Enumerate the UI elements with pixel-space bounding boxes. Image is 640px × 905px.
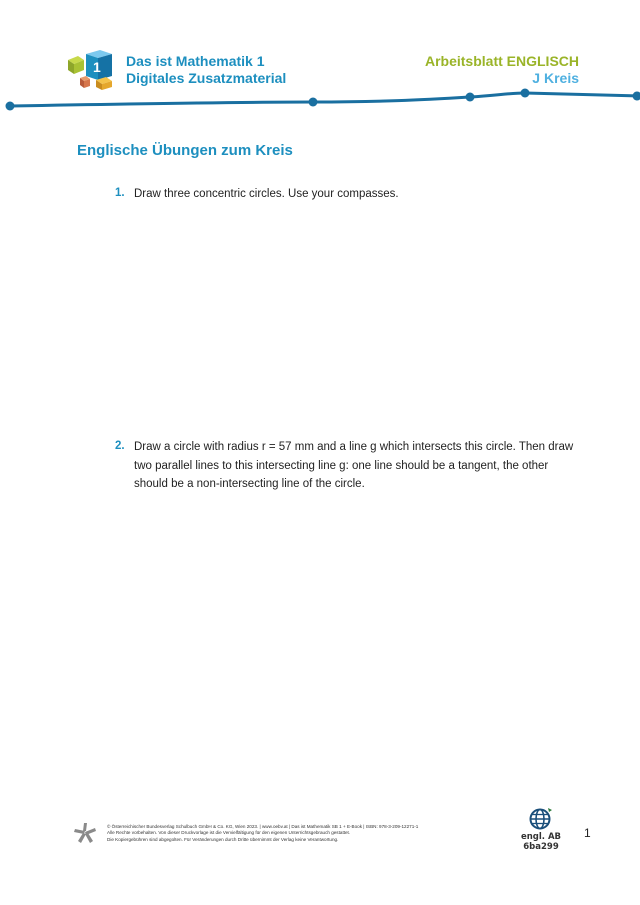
footer-line: Die Kopiergebühren sind abgegolten. Für Veränderungen durch Dritte übernimmt der Verlag keine Verantwortung. <box>107 836 339 842</box>
footer-copyright <box>107 824 418 843</box>
header-line-divider <box>0 86 640 112</box>
online-code-value: 6ba299 <box>523 842 559 852</box>
task-number: 1. <box>115 187 125 199</box>
section-heading: Englische Übungen zum Kreis <box>77 142 293 159</box>
task-number: 2. <box>115 440 125 452</box>
footer-line: Alle Rechte vorbehalten. Von dieser Druckvorlage ist die Vervielfältigung für den eigenen Unterrichtsgebrauch gestattet. <box>107 830 351 836</box>
publisher-logo-icon <box>73 822 97 844</box>
page-number: 1 <box>584 826 591 840</box>
online-code <box>518 832 564 852</box>
worksheet-type: Arbeitsblatt ENGLISCH <box>424 53 579 69</box>
header-title-line2: Digitales Zusatzmaterial <box>126 70 287 86</box>
task-text: Draw a circle with radius r = 57 mm and a line g which intersects this circle. Then draw two parallel lines to this intersecting line g: one line should be a tangent, the other should be a non-intersecting line of the circle. <box>134 441 574 490</box>
logo-digit: 1 <box>93 59 101 75</box>
footer-line: © Österreichischer Bundesverlag Schulbuch GmbH & Co. KG, Wien 2023. | www.oebv.at | Das ist Mathematik SB 1 + E-Book | ISBN: 978-3-209-12271-1 <box>107 824 419 829</box>
worksheet-topic: J Kreis <box>532 70 579 86</box>
task-item <box>115 185 575 204</box>
globe-icon <box>528 806 554 830</box>
online-code-label: engl. AB <box>520 832 562 842</box>
task-text: Draw three concentric circles. Use your compasses. <box>134 188 399 200</box>
task-item <box>115 438 575 494</box>
header-title-line1: Das ist Mathematik 1 <box>126 53 265 69</box>
